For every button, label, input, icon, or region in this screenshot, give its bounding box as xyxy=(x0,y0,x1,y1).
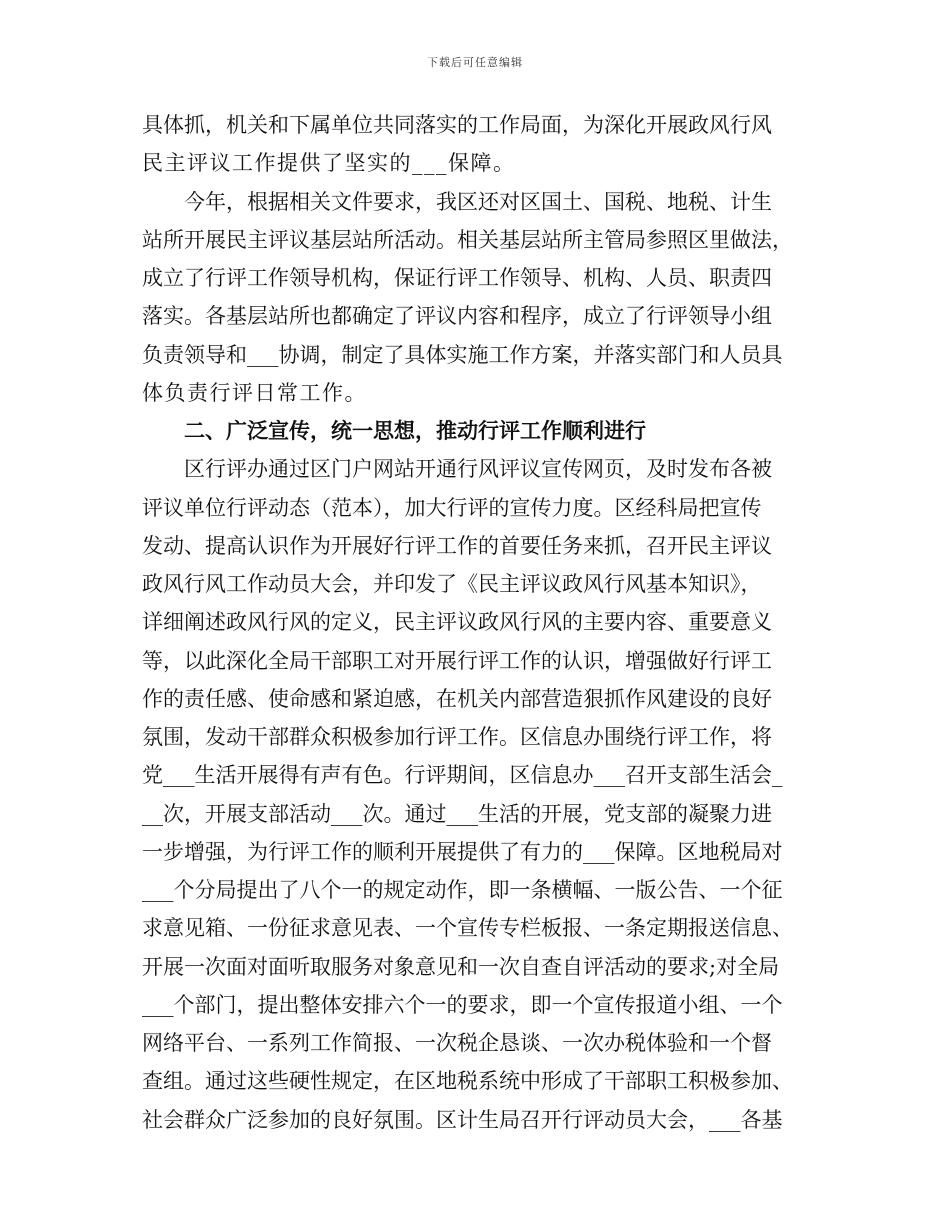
text-line: 负责领导和___协调，制定了具体实施工作方案，并落实部门和人员具 xyxy=(142,342,783,367)
text-line: 开展一次面对面听取服务对象意见和一次自查自评活动的要求;对全局 xyxy=(142,954,780,979)
text-line: ___个分局提出了八个一的规定动作，即一条横幅、一版公告、一个征 xyxy=(142,878,783,902)
text-line: ___个部门，提出整体安排六个一的要求，即一个宣传报道小组、一个 xyxy=(142,992,783,1017)
text-line: 政风行风工作动员大会，并印发了《民主评议政风行风基本知识》， xyxy=(142,572,762,596)
text-line: __次，开展支部活动___次。通过___生活的开展，党支部的凝聚力进 xyxy=(142,801,772,826)
text-line: 发动、提高认识作为开展好行评工作的首要任务来抓，召开民主评议 xyxy=(142,533,772,558)
document-body xyxy=(142,106,814,1139)
text-line: 民主评议工作提供了坚实的___保障。 xyxy=(142,151,516,176)
text-line: 党___生活开展得有声有色。行评期间，区信息办___召开支部生活会_ xyxy=(142,763,783,788)
page-header: 下载后可任意编辑 xyxy=(427,56,523,69)
text-line: 等，以此深化全局干部职工对开展行评工作的认识，增强做好行评工 xyxy=(142,648,772,673)
text-line: 网络平台、一系列工作简报、一次税企恳谈、一次办税体验和一个督 xyxy=(142,1031,772,1055)
text-line: 查组。通过这些硬性规定，在区地税系统中形成了干部职工积极参加、 xyxy=(142,1069,793,1094)
text-line: 一步增强，为行评工作的顺利开展提供了有力的___保障。区地税局对 xyxy=(142,839,783,864)
text-line: 具体抓，机关和下属单位共同落实的工作局面，为深化开展政风行风 xyxy=(142,113,772,137)
text-line: 作的责任感、使命感和紧迫感，在机关内部营造狠抓作风建设的良好 xyxy=(142,686,772,711)
text-line: 今年，根据相关文件要求，我区还对区国土、国税、地税、计生 xyxy=(184,189,772,214)
text-line: 氛围，发动干部群众积极参加行评工作。区信息办围绕行评工作，将 xyxy=(142,725,772,749)
text-line: 区行评办通过区门户网站开通行风评议宣传网页，及时发布各被 xyxy=(184,457,772,482)
section-heading: 二、广泛宣传，统一思想，推动行评工作顺利进行 xyxy=(184,418,646,443)
text-line: 成立了行评工作领导机构，保证行评工作领导、机构、人员、职责四 xyxy=(142,266,772,290)
text-line: 站所开展民主评议基层站所活动。相关基层站所主管局参照区里做法， xyxy=(142,227,793,252)
text-line: 评议单位行评动态（范本），加大行评的宣传力度。区经科局把宣传 xyxy=(142,495,762,520)
text-line: 社会群众广泛参加的良好氛围。区计生局召开行评动员大会，___各基 xyxy=(142,1107,783,1132)
text-line: 落实。各基层站所也都确定了评议内容和程序，成立了行评领导小组 xyxy=(142,304,772,329)
text-line: 详细阐述政风行风的定义，民主评议政风行风的主要内容、重要意义 xyxy=(142,610,772,635)
text-line: 求意见箱、一份征求意见表、一个宣传专栏板报、一条定期报送信息、 xyxy=(142,916,793,941)
text-line: 体负责行评日常工作。 xyxy=(142,380,367,405)
